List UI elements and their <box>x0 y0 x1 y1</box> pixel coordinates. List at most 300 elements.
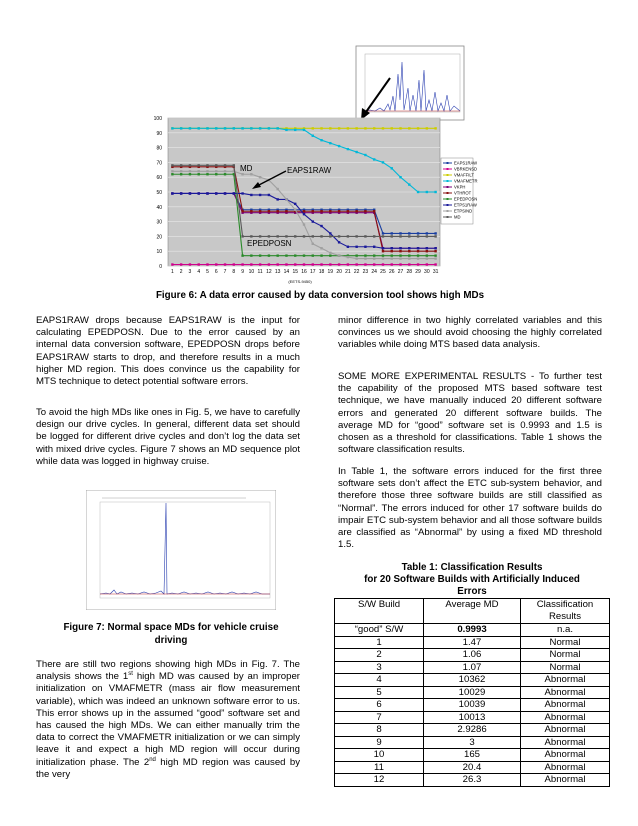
cell-classification: Abnormal <box>521 699 610 712</box>
data-point <box>303 235 305 237</box>
legend-label: MD <box>454 214 461 220</box>
cell-classification: Abnormal <box>521 686 610 699</box>
cell-average-md: 10362 <box>424 674 521 687</box>
data-point <box>320 210 322 212</box>
data-point <box>312 263 314 265</box>
x-tick-label: 30 <box>424 269 430 275</box>
data-point <box>320 263 322 265</box>
data-point <box>408 183 410 185</box>
data-point <box>408 127 410 129</box>
data-point <box>233 263 235 265</box>
data-point <box>399 176 401 178</box>
annotation-md: MD <box>240 164 253 173</box>
x-tick-label: 10 <box>248 269 255 275</box>
cell-average-md: 1.06 <box>424 649 521 662</box>
data-point <box>250 210 252 212</box>
data-point <box>417 127 419 129</box>
data-point <box>382 257 384 259</box>
data-point <box>320 235 322 237</box>
data-point <box>259 210 261 212</box>
x-tick-label: 18 <box>318 269 325 275</box>
data-point <box>434 235 436 237</box>
data-point <box>303 213 305 215</box>
x-tick-label: 6 <box>214 269 218 275</box>
data-point <box>285 254 287 256</box>
annotation-eaps1raw: EAPS1RAW <box>287 166 332 175</box>
cell-average-md: 2.9286 <box>424 724 521 737</box>
x-tick-label: 13 <box>274 269 281 275</box>
data-point <box>312 220 314 222</box>
data-point <box>206 127 208 129</box>
cell-average-md: 10039 <box>424 699 521 712</box>
data-point <box>312 235 314 237</box>
x-axis-sublabel: (EETS-9450) <box>288 279 312 284</box>
data-point <box>329 210 331 212</box>
data-point <box>338 145 340 147</box>
data-point <box>355 246 357 248</box>
left-paragraph-2: To avoid the high MDs like ones in Fig. 5, we have to carefully design our drive cycles. In general, different data set should be logged for different drive cycles and don’t log the data set with mixed drive cycles. Figure 7 shows an MD sequence plot while data was logged in highway cruise. <box>36 407 300 467</box>
data-point <box>224 192 226 194</box>
header-sw-build: S/W Build <box>335 599 424 624</box>
data-point <box>215 263 217 265</box>
cell-average-md: 10029 <box>424 686 521 699</box>
data-point <box>391 263 393 265</box>
legend-marker <box>447 204 449 206</box>
data-point <box>338 235 340 237</box>
data-point <box>347 235 349 237</box>
data-point <box>329 235 331 237</box>
data-point <box>329 142 331 144</box>
data-point <box>364 210 366 212</box>
cell-sw-build: 4 <box>335 674 424 687</box>
x-tick-label: 8 <box>232 269 236 275</box>
data-point <box>382 254 384 256</box>
x-tick-label: 24 <box>371 269 377 275</box>
y-tick-label: 30 <box>156 219 162 226</box>
data-point <box>434 254 436 256</box>
legend-label: ETPS1RAW <box>454 202 477 208</box>
data-point <box>417 263 419 265</box>
data-point <box>268 194 270 196</box>
data-point <box>215 170 217 172</box>
data-point <box>198 192 200 194</box>
cell-classification: Abnormal <box>521 749 610 762</box>
cell-sw-build: 5 <box>335 686 424 699</box>
legend-marker <box>447 198 449 200</box>
table-row <box>335 749 610 762</box>
legend-marker <box>447 192 449 194</box>
data-point <box>241 263 243 265</box>
table-1-title <box>334 562 610 598</box>
x-tick-label: 21 <box>345 269 351 275</box>
cell-average-md: 26.3 <box>424 774 521 787</box>
y-tick-label: 0 <box>159 264 162 270</box>
x-tick-label: 4 <box>197 269 201 275</box>
data-point <box>171 164 173 166</box>
data-point <box>338 210 340 212</box>
data-point <box>434 250 436 252</box>
left-paragraph-3 <box>36 659 300 781</box>
table-row <box>335 686 610 699</box>
data-point <box>198 127 200 129</box>
data-point <box>364 154 366 156</box>
data-point <box>399 127 401 129</box>
cell-sw-build: “good” S/W <box>335 624 424 637</box>
data-point <box>382 263 384 265</box>
data-point <box>338 127 340 129</box>
y-tick-label: 20 <box>156 234 162 241</box>
data-point <box>373 127 375 129</box>
y-tick-label: 50 <box>156 190 162 196</box>
data-point <box>399 250 401 252</box>
data-point <box>408 257 410 259</box>
cell-classification: n.a. <box>521 624 610 637</box>
data-point <box>320 139 322 141</box>
data-point <box>417 235 419 237</box>
data-point <box>426 250 428 252</box>
data-point <box>303 254 305 256</box>
data-point <box>206 173 208 175</box>
data-point <box>215 127 217 129</box>
cell-sw-build: 9 <box>335 736 424 749</box>
data-point <box>285 198 287 200</box>
table-row <box>335 724 610 737</box>
data-point <box>417 257 419 259</box>
table-body <box>335 624 610 787</box>
data-point <box>180 173 182 175</box>
data-point <box>233 127 235 129</box>
data-point <box>294 203 296 205</box>
right-paragraph-2: SOME MORE EXPERIMENTAL RESULTS - To further test the capability of the proposed MTS based software test technique, we have manually induced 20 different software errors and generated 20 different software builds. The average MD for “good” software set is 0.9993 and 1.5 is chosen as a threshold for classifications. Table 1 shows the software classification results. <box>338 371 602 456</box>
data-point <box>382 235 384 237</box>
data-point <box>198 263 200 265</box>
figure-7-caption: Figure 7: Normal space MDs for vehicle cruise driving <box>63 622 279 646</box>
cell-sw-build: 2 <box>335 649 424 662</box>
right-paragraph-1: minor difference in two highly correlated variables and this convinces us we should avoid choosing the highly correlated variables while doing MTS based data analysis. <box>338 315 602 351</box>
data-point <box>355 151 357 153</box>
x-tick-label: 14 <box>283 269 290 275</box>
table-row <box>335 736 610 749</box>
table-row <box>335 674 610 687</box>
legend-marker <box>447 162 449 164</box>
data-point <box>198 164 200 166</box>
data-point <box>364 235 366 237</box>
data-point <box>224 170 226 172</box>
data-point <box>241 210 243 212</box>
table-header-row <box>335 599 610 624</box>
cell-classification: Abnormal <box>521 774 610 787</box>
data-point <box>426 254 428 256</box>
cell-sw-build: 8 <box>335 724 424 737</box>
data-point <box>382 127 384 129</box>
legend-marker <box>447 180 449 182</box>
data-point <box>294 263 296 265</box>
data-point <box>391 257 393 259</box>
data-point <box>171 173 173 175</box>
data-point <box>391 254 393 256</box>
table-row <box>335 636 610 649</box>
legend-marker <box>447 186 449 188</box>
legend-label: VBRKENSD <box>454 166 478 172</box>
data-point <box>347 263 349 265</box>
data-point <box>364 246 366 248</box>
data-point <box>250 235 252 237</box>
data-point <box>250 127 252 129</box>
data-point <box>399 257 401 259</box>
superscript-nd: nd <box>149 756 156 763</box>
x-tick-label: 11 <box>257 269 263 275</box>
data-point <box>241 254 243 256</box>
data-point <box>355 127 357 129</box>
x-tick-label: 26 <box>388 269 395 275</box>
left-paragraph-1: EAPS1RAW drops because EAPS1RAW is the input for calculating EPEDPOSN. Due to the error caused by an internal data conversion software, EPEDPOSN drops before EAPS1RAW starts to drop, and therefore results in a much higher MD region. This does convince us the capability for MTS technique to detect potential software errors. <box>36 315 300 388</box>
y-tick-label: 100 <box>153 116 162 122</box>
data-point <box>250 263 252 265</box>
data-point <box>329 251 331 253</box>
x-tick-label: 5 <box>206 269 209 275</box>
cell-classification: Abnormal <box>521 736 610 749</box>
data-point <box>268 254 270 256</box>
data-point <box>320 254 322 256</box>
x-tick-label: 25 <box>380 269 386 275</box>
x-tick-label: 23 <box>362 269 369 275</box>
data-point <box>259 127 261 129</box>
data-point <box>268 210 270 212</box>
cell-classification: Normal <box>521 661 610 674</box>
cell-classification: Abnormal <box>521 711 610 724</box>
legend-label: ETPSIND <box>454 208 473 214</box>
data-point <box>338 241 340 243</box>
x-tick-label: 29 <box>415 269 421 275</box>
data-point <box>382 232 384 234</box>
y-tick-label: 80 <box>156 145 162 152</box>
data-point <box>364 263 366 265</box>
data-point <box>241 127 243 129</box>
data-point <box>408 247 410 249</box>
data-point <box>189 127 191 129</box>
data-point <box>224 263 226 265</box>
data-point <box>303 223 305 225</box>
x-tick-label: 31 <box>432 269 439 275</box>
data-point <box>417 254 419 256</box>
header-average-md: Average MD <box>424 599 521 624</box>
y-tick-label: 10 <box>156 249 162 256</box>
data-point <box>276 210 278 212</box>
cell-sw-build: 6 <box>335 699 424 712</box>
data-point <box>338 254 340 256</box>
figure-6-caption: Figure 6: A data error caused by data conversion tool shows high MDs <box>155 290 485 301</box>
table-row <box>335 699 610 712</box>
cell-sw-build: 1 <box>335 636 424 649</box>
data-point <box>373 210 375 212</box>
x-tick-label: 20 <box>336 269 342 275</box>
data-point <box>215 164 217 166</box>
data-point <box>347 246 349 248</box>
data-point <box>250 254 252 256</box>
x-tick-label: 3 <box>188 269 192 275</box>
data-point <box>189 173 191 175</box>
data-point <box>180 263 182 265</box>
data-point <box>347 148 349 150</box>
data-point <box>180 170 182 172</box>
data-point <box>320 225 322 227</box>
data-point <box>285 129 287 131</box>
data-point <box>373 254 375 256</box>
cell-average-md: 165 <box>424 749 521 762</box>
data-point <box>408 250 410 252</box>
y-tick-label: 60 <box>156 175 162 182</box>
data-point <box>408 232 410 234</box>
x-tick-label: 22 <box>353 269 360 275</box>
data-point <box>215 173 217 175</box>
cell-average-md: 3 <box>424 736 521 749</box>
data-point <box>276 235 278 237</box>
cell-classification: Normal <box>521 636 610 649</box>
data-point <box>426 191 428 193</box>
data-point <box>426 247 428 249</box>
data-point <box>285 210 287 212</box>
x-tick-label: 15 <box>292 269 299 275</box>
left-p3-part-b: high MD was caused by an improper initialization on VMAFMETR (mass air flow measurement variable), which was indeed an unknown software error to us. This error shows up in the assumed “good” software set and has caused the high MDs. We can either manually trim the data to correct the VMAFMETR initialization or we can simply leave it and expect a high MD region will occur during initialization phase. The 2 <box>36 671 300 768</box>
data-point <box>373 235 375 237</box>
data-point <box>312 254 314 256</box>
data-point <box>426 232 428 234</box>
legend-marker <box>447 216 449 218</box>
x-tick-label: 16 <box>301 269 307 275</box>
table-row <box>335 774 610 787</box>
cell-classification: Abnormal <box>521 761 610 774</box>
x-tick-label: 9 <box>241 269 244 275</box>
legend-marker <box>447 174 449 176</box>
data-point <box>426 263 428 265</box>
data-point <box>189 164 191 166</box>
data-point <box>399 263 401 265</box>
data-point <box>417 250 419 252</box>
data-point <box>373 263 375 265</box>
data-point <box>224 127 226 129</box>
legend-marker <box>447 168 449 170</box>
y-tick-label: 40 <box>156 204 162 211</box>
cell-classification: Abnormal <box>521 674 610 687</box>
data-point <box>233 164 235 166</box>
data-point <box>268 127 270 129</box>
superscript-st: st <box>128 671 133 678</box>
data-point <box>241 173 243 175</box>
data-point <box>206 192 208 194</box>
data-point <box>382 250 384 252</box>
data-point <box>364 127 366 129</box>
data-point <box>198 173 200 175</box>
data-point <box>426 235 428 237</box>
cell-sw-build: 10 <box>335 749 424 762</box>
legend-label: VTHROT <box>454 190 472 196</box>
data-point <box>373 246 375 248</box>
data-point <box>399 247 401 249</box>
figure-6-chart <box>0 0 638 285</box>
data-point <box>320 247 322 249</box>
data-point <box>276 198 278 200</box>
x-tick-label: 28 <box>406 269 413 275</box>
data-point <box>294 209 296 211</box>
left-p3-part-a: There are still two regions showing high MDs in Fig. 7. The analysis shows the 1 <box>36 659 300 683</box>
table-row <box>335 661 610 674</box>
cell-average-md: 0.9993 <box>424 624 521 637</box>
data-point <box>434 263 436 265</box>
table-row <box>335 624 610 637</box>
data-point <box>391 167 393 169</box>
data-point <box>382 247 384 249</box>
data-point <box>189 263 191 265</box>
table-row <box>335 711 610 724</box>
data-point <box>198 170 200 172</box>
x-tick-label: 7 <box>223 269 227 275</box>
cell-average-md: 10013 <box>424 711 521 724</box>
cell-classification: Abnormal <box>521 724 610 737</box>
data-point <box>373 158 375 160</box>
figure-7-chart <box>86 490 276 610</box>
header-classification: Classification Results <box>521 599 610 624</box>
table-row <box>335 649 610 662</box>
data-point <box>241 235 243 237</box>
data-point <box>399 235 401 237</box>
cell-sw-build: 7 <box>335 711 424 724</box>
data-point <box>434 127 436 129</box>
data-point <box>373 257 375 259</box>
data-point <box>391 235 393 237</box>
data-point <box>224 164 226 166</box>
data-point <box>399 254 401 256</box>
table-1-title-line-2: for 20 Software Builds with Artificially Induced <box>364 574 580 585</box>
data-point <box>434 247 436 249</box>
y-tick-labels <box>154 116 163 270</box>
x-tick-labels <box>171 269 439 275</box>
data-point <box>294 254 296 256</box>
data-point <box>355 254 357 256</box>
data-point <box>206 164 208 166</box>
data-point <box>189 192 191 194</box>
data-point <box>417 191 419 193</box>
data-point <box>364 254 366 256</box>
right-paragraph-3: In Table 1, the software errors induced for the first three software sets don’t affect the ETC sub-system behavior, and therefore those three software builds are still classified as “Normal”. The errors induced for other 17 software builds do impair ETC sub-system behavior and all those software builds are classified as “Abnormal” by using a fixed MD threshold 1.5. <box>338 466 602 551</box>
data-point <box>259 176 261 178</box>
data-point <box>434 257 436 259</box>
data-point <box>408 254 410 256</box>
data-point <box>408 263 410 265</box>
data-point <box>399 232 401 234</box>
data-point <box>294 235 296 237</box>
data-point <box>391 250 393 252</box>
data-point <box>391 247 393 249</box>
data-point <box>355 235 357 237</box>
legend-marker <box>447 210 449 212</box>
table-1-title-line-3: Errors <box>457 586 487 597</box>
data-point <box>347 210 349 212</box>
data-point <box>312 243 314 245</box>
data-point <box>329 232 331 234</box>
data-point <box>224 173 226 175</box>
y-tick-label: 90 <box>156 130 162 137</box>
table-row <box>335 761 610 774</box>
data-point <box>303 210 305 212</box>
cell-average-md: 1.07 <box>424 661 521 674</box>
data-point <box>355 257 357 259</box>
data-point <box>206 263 208 265</box>
data-point <box>347 127 349 129</box>
cell-average-md: 1.47 <box>424 636 521 649</box>
data-point <box>276 263 278 265</box>
data-point <box>312 210 314 212</box>
data-point <box>259 235 261 237</box>
